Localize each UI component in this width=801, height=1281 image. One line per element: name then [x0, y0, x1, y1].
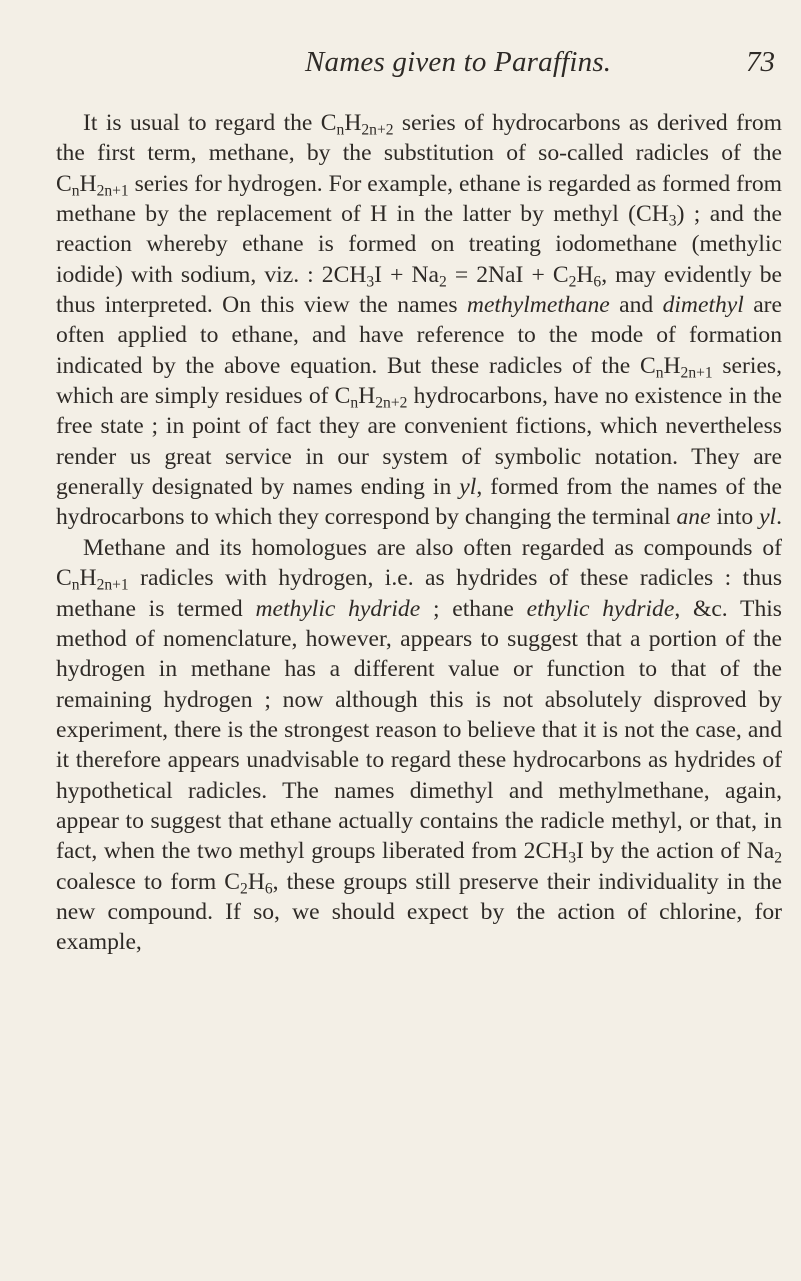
subscript: n — [655, 364, 664, 382]
text-run: , these groups still preserve their individuality in the new compound. If so, we should expect by the action of chlorine, for example, — [56, 868, 783, 956]
subscript: 3 — [366, 273, 375, 291]
page-header — [0, 46, 801, 86]
subscript: 2 — [240, 880, 248, 898]
subscript: n — [350, 394, 359, 412]
text-run: H — [79, 170, 97, 197]
text-run: series of hydrocarbons as derived from the first term, methane, by the substitution of so-called radicles of the C — [56, 110, 782, 197]
paragraph-2 — [56, 533, 782, 958]
page-number: 73 — [746, 46, 775, 78]
text-run: H — [247, 868, 265, 895]
paragraph-1 — [56, 108, 782, 533]
text-run: hydrocarbons, have no existence in the free state ; in point of fact they are convenient fictions, which nevertheless render us great service in our system of symbolic notation. They are generally designated by names ending in — [56, 383, 782, 501]
text-run: . — [776, 504, 783, 531]
italic-term: yl — [459, 474, 477, 501]
subscript: 3 — [668, 212, 677, 230]
text-run: ; ethane — [420, 595, 527, 622]
body-text — [56, 108, 782, 958]
subscript: 6 — [264, 880, 273, 898]
text-run: series, which are simply residues of C — [56, 352, 782, 410]
text-run: ) ; and the reaction whereby ethane is formed on treating iodomethane (methylic iodide) with sodium, viz. : 2CH — [56, 201, 782, 288]
italic-term: ethylic hydride — [526, 595, 675, 622]
subscript: 2 — [438, 273, 447, 291]
text-run: H — [663, 352, 681, 379]
italic-term: yl — [759, 504, 777, 531]
subscript: 2n+1 — [680, 364, 713, 382]
italic-term: methylmethane — [466, 292, 610, 319]
italic-term: dimethyl — [662, 292, 744, 319]
subscript: 3 — [568, 849, 577, 867]
text-run: I + Na — [374, 261, 439, 288]
subscript: 2 — [568, 273, 577, 291]
text-run: Methane and its homologues are also often regarded as compounds of C — [56, 534, 782, 592]
text-run: = 2NaI + C — [446, 261, 569, 288]
text-run: are often applied to ethane, and have reference to the mode of formation indicated by the above equation. But these radicles of the C — [56, 292, 783, 379]
subscript: 2n+1 — [96, 182, 129, 200]
text-run: and — [609, 292, 663, 319]
text-run: H — [79, 565, 97, 592]
subscript: n — [71, 182, 80, 200]
text-run: , may evidently be thus interpreted. On this view the names — [56, 261, 782, 319]
subscript: 2n+1 — [96, 576, 129, 594]
subscript: 2 — [774, 849, 782, 867]
text-run: It is usual to regard the C — [83, 110, 337, 136]
subscript: n — [71, 576, 80, 594]
subscript: 2n+2 — [375, 394, 408, 412]
subscript: n — [336, 121, 345, 139]
running-head: Names given to Paraffins. — [305, 46, 612, 78]
text-run: , formed from the names of the hydrocarbons to which they correspond by changing the terminal — [56, 474, 782, 531]
text-run: radicles with hydrogen, i.e. as hydrides of these radicles : thus methane is termed — [56, 565, 782, 622]
text-run: H — [358, 383, 376, 410]
text-run: into — [710, 504, 760, 531]
text-run: H — [344, 110, 362, 136]
subscript: 6 — [593, 273, 602, 291]
text-run: H — [576, 261, 594, 288]
italic-term: methylic hydride — [255, 595, 421, 622]
text-run: , &c. This method of nomenclature, however, appears to suggest that a portion of the hydrogen in methane has a different value or function to that of the remaining hydrogen ; now although this is not absolutely disproved by experiment, there is the strongest reason to believe that it is not the case, and it therefore appears unadvisable to regard these hydrocarbons as hydrides of hypothetical radicles. The names dimethyl and methylmethane, again, appear to suggest that ethane actually contains the radicle methyl, or that, in fact, when the two methyl groups liberated from 2CH — [56, 595, 782, 865]
text-run: series for hydrogen. For example, ethane is regarded as formed from methane by the replacement of H in the latter by methyl (CH — [56, 170, 782, 228]
subscript: 2n+2 — [361, 121, 394, 139]
text-run: coalesce to form C — [56, 868, 241, 895]
text-run: I by the action of Na — [576, 838, 775, 865]
italic-term: ane — [676, 504, 711, 531]
